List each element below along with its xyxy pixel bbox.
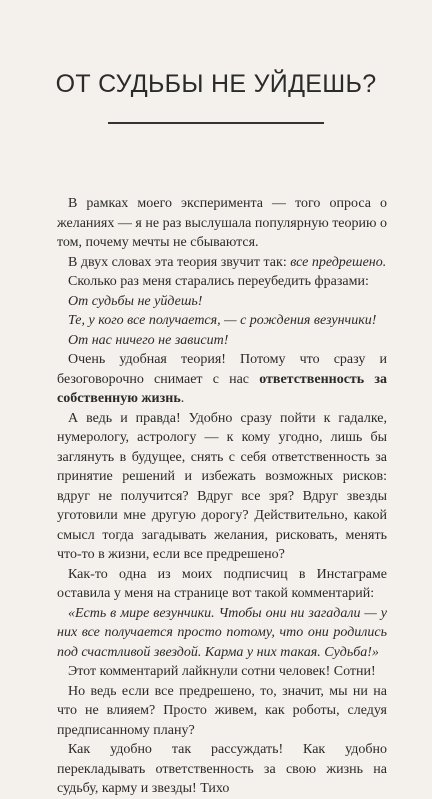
paragraph — [57, 350, 387, 409]
quoted-comment: «Есть в мире везунчики. Чтобы они ни загадали — у них все получается просто потому, что они родились под счастливой звездой. Карма у них такая. Судьба!» — [57, 605, 387, 660]
quote-line: Те, у кого все получается, — с рождения везунчики! — [68, 313, 377, 328]
paragraph: Но ведь если все предрешено, то, значит, мы ни на что не влияем? Просто живем, как роботы, следуя предписанному плану? — [57, 683, 387, 738]
heading-underline — [108, 122, 324, 124]
paragraph-text: Очень удобная теория! Потому что сразу и безоговорочно снимает с нас — [57, 352, 387, 387]
quote-line: От нас ничего не зависит! — [68, 332, 229, 348]
paragraph — [57, 253, 387, 273]
bold-phrase: ответственность за собственную жизнь — [57, 371, 387, 406]
paragraph: Сколько раз меня старались переубедить фразами: — [68, 274, 369, 289]
chapter-heading: ОТ СУДЬБЫ НЕ УЙДЕШЬ? — [55, 70, 377, 98]
body-text — [57, 194, 387, 799]
paragraph: В рамках моего эксперимента — того опроса о желаниях — я не раз выслушала популярную теорию о том, почему мечты не сбываются. — [57, 196, 387, 250]
paragraph: А ведь и правда! Удобно сразу пойти к гадалке, нумерологу, астрологу — к кому угодно, лишь бы заглянуть в будущее, снять с себя ответственность за принятие решений и избежать возможных рисков: вдруг не получится? Вдруг все зря? Вдруг звезды уготовили мне другую дорогу? Действительно, какой смысл тогда загадывать желания, рисковать, менять что-то в жизни, если все предрешено? — [57, 410, 387, 562]
paragraph: Этот комментарий лайкнули сотни человек! Сотни! — [68, 664, 376, 679]
paragraph-text: . — [180, 391, 185, 406]
paragraph: Как удобно так рассуждать! Как удобно перекладывать ответственность за свою жизнь на судьбу, карму и звезды! Тихо — [57, 742, 387, 796]
quote-line: От судьбы не уйдешь! — [68, 293, 203, 309]
paragraph-text: В двух словах эта теория звучит так: — [68, 254, 291, 270]
paragraph: Как-то одна из моих подписчиц в Инстаграме оставила у меня на странице вот такой комментарий: — [57, 566, 387, 601]
italic-phrase: все предрешено. — [290, 254, 387, 270]
